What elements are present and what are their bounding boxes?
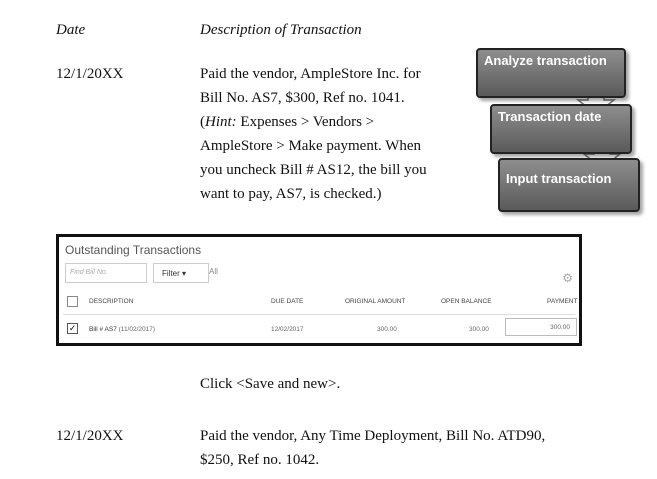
select-all-checkbox[interactable] xyxy=(67,296,78,307)
row-checkbox[interactable]: ✓ xyxy=(68,323,77,333)
entry1-line-4: AmpleStore > Make payment. When xyxy=(200,138,422,154)
hint-label: Hint: xyxy=(205,114,237,130)
gear-icon[interactable]: ⚙ xyxy=(562,271,573,285)
col-open-balance: OPEN BALANCE xyxy=(441,298,492,305)
outstanding-transactions-panel xyxy=(56,234,582,346)
entry1-description xyxy=(200,62,470,206)
entry1-line-3: (Hint: Expenses > Vendors > xyxy=(200,114,375,130)
entry2-line-1: Paid the vendor, Any Time Deployment, Bill No. ATD90, xyxy=(200,428,546,444)
col-due-date: DUE DATE xyxy=(271,298,304,305)
row-due-date: 12/02/2017 xyxy=(271,326,304,333)
entry1-line-2: Bill No. AS7, $300, Ref no. 1041. xyxy=(200,90,405,106)
entry1-line-5: you uncheck Bill # AS12, the bill you xyxy=(200,162,427,178)
flow-step-analyze: Analyze transaction xyxy=(476,48,626,98)
col-payment: PAYMENT xyxy=(547,298,578,305)
entry2-date: 12/1/20XX xyxy=(56,428,124,444)
entry1-line-6: want to pay, AS7, is checked.) xyxy=(200,186,382,202)
all-label: All xyxy=(209,267,218,276)
header-divider xyxy=(63,314,575,315)
entry2-description xyxy=(200,424,620,472)
payment-input[interactable]: 300.00 xyxy=(505,318,577,336)
find-bill-input[interactable]: Find Bill No. xyxy=(65,263,147,283)
row-open-balance: 300.00 xyxy=(469,326,489,333)
row-original-amount: 300.00 xyxy=(377,326,397,333)
panel-title: Outstanding Transactions xyxy=(65,243,202,257)
filter-dropdown[interactable]: Filter ▾ xyxy=(153,263,209,283)
row-description: Bill # AS7 (11/02/2017) xyxy=(89,326,156,333)
click-instruction: Click <Save and new>. xyxy=(200,376,341,392)
entry1-line-1: Paid the vendor, AmpleStore Inc. for xyxy=(200,66,421,82)
entry1-date: 12/1/20XX xyxy=(56,66,124,82)
flow-step-input: Input transaction xyxy=(498,158,640,212)
flow-step-date: Transaction date xyxy=(490,104,632,154)
description-header: Description of Transaction xyxy=(200,22,362,38)
col-description: DESCRIPTION xyxy=(89,298,134,305)
date-header: Date xyxy=(56,22,86,38)
entry2-line-2: $250, Ref no. 1042. xyxy=(200,452,320,468)
col-original-amount: ORIGINAL AMOUNT xyxy=(345,298,406,305)
